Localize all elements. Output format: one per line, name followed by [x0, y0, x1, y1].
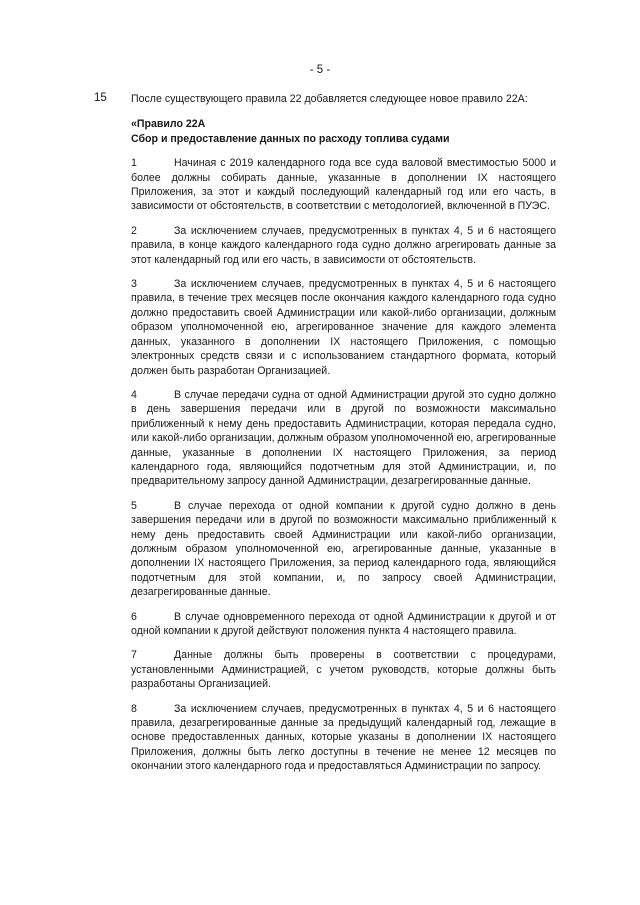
paragraph-number: 3: [131, 278, 137, 291]
document-body: [131, 92, 556, 784]
paragraph-number: 1: [131, 157, 137, 170]
paragraph-number: 7: [131, 649, 137, 662]
rule-heading: Сбор и предоставление данных по расходу топлива судами: [131, 132, 450, 145]
paragraph-text: За исключением случаев, предусмотренных в пунктах 4, 5 и 6 настоящего правила, в конце каждого календарного года судно должно агрегировать данные за этот календарный год или его часть, в зависимости от обстоятельств.: [131, 224, 556, 266]
paragraph-text: В случае передачи судна от одной Администрации другой это судно должно в день завершения передачи или в другой по возможности максимально приближенный к нему день предоставить Администрации, которая передала судно, или какой-либо организации, должным образом уполномоченной ею, агрегированные данные, указанные в дополнении IX настоящего Приложения, за период календарного года, являющийся подотчетным для этой Администрации, и, по предварительному запросу данной Администрации, дезагрегированные данные.: [131, 388, 556, 488]
paragraph: [131, 702, 556, 774]
margin-number: 15: [94, 92, 107, 104]
rule-title: «Правило 22А: [131, 118, 206, 131]
paragraph-text: В случае одновременного перехода от одной Администрации к другой и от одной компании к другой действуют положения пункта 4 настоящего правила.: [131, 610, 556, 637]
paragraph-text: Данные должны быть проверены в соответствии с процедурами, установленными Администрацией, с учетом руководств, которые должны быть разработаны Организацией.: [131, 649, 556, 691]
paragraph: [131, 499, 556, 600]
paragraph-text: В случае перехода от одной компании к другой судно должно в день завершения передачи или в другой по возможности максимально приближенный к нему день предоставить своей Администрации или какой-либо организации, должным образом уполномоченной ею, агрегированные данные, указанные в дополнении IX настоящего Приложения, за период календарного года, являющийся подотчетным для этой компании, и, по запросу своей Администрации, дезагрегированные данные.: [131, 499, 556, 599]
paragraph-number: 8: [131, 702, 137, 715]
paragraph: [131, 610, 556, 639]
paragraph: [131, 224, 556, 267]
paragraph-text: Начиная с 2019 календарного года все суда валовой вместимостью 5000 и более должны собирать данные, указанные в дополнении IX настоящего Приложения, за этот и каждый последующий календарный год или его часть, в зависимости от обстоятельств, в соответствии с методологией, включенной в ПУЭС.: [131, 157, 556, 213]
paragraph: [131, 388, 556, 489]
paragraph-text: За исключением случаев, предусмотренных в пунктах 4, 5 и 6 настоящего правила, в течение трех месяцев после окончания каждого календарного года судно должно предоставить своей Администрации или какой-либо организации, должным образом уполномоченной ею, агрегированное значение для каждого элемента данных, указанного в дополнении IX настоящего Приложения, с помощью электронных средств связи и с использованием стандартного формата, который должен быть разработан Организацией.: [131, 278, 556, 377]
paragraph-number: 2: [131, 224, 137, 237]
paragraph-text: За исключением случаев, предусмотренных в пунктах 4, 5 и 6 настоящего правила, дезагрегированные данные за предыдущий календарный год, лежащие в основе предоставленных данных, которые указаны в дополнении IX настоящего Приложения, должны быть легко доступны в течение не менее 12 месяцев по окончании этого календарного года и предоставляться Администрации по запросу.: [131, 702, 556, 773]
paragraph: [131, 277, 556, 378]
paragraph-number: 5: [131, 499, 137, 512]
paragraph-number: 6: [131, 610, 137, 623]
paragraph-number: 4: [131, 388, 137, 401]
paragraph: [131, 156, 556, 214]
page-number: - 5 -: [309, 64, 331, 76]
paragraph: [131, 648, 556, 691]
intro-text: После существующего правила 22 добавляется следующее новое правило 22А:: [131, 93, 528, 105]
